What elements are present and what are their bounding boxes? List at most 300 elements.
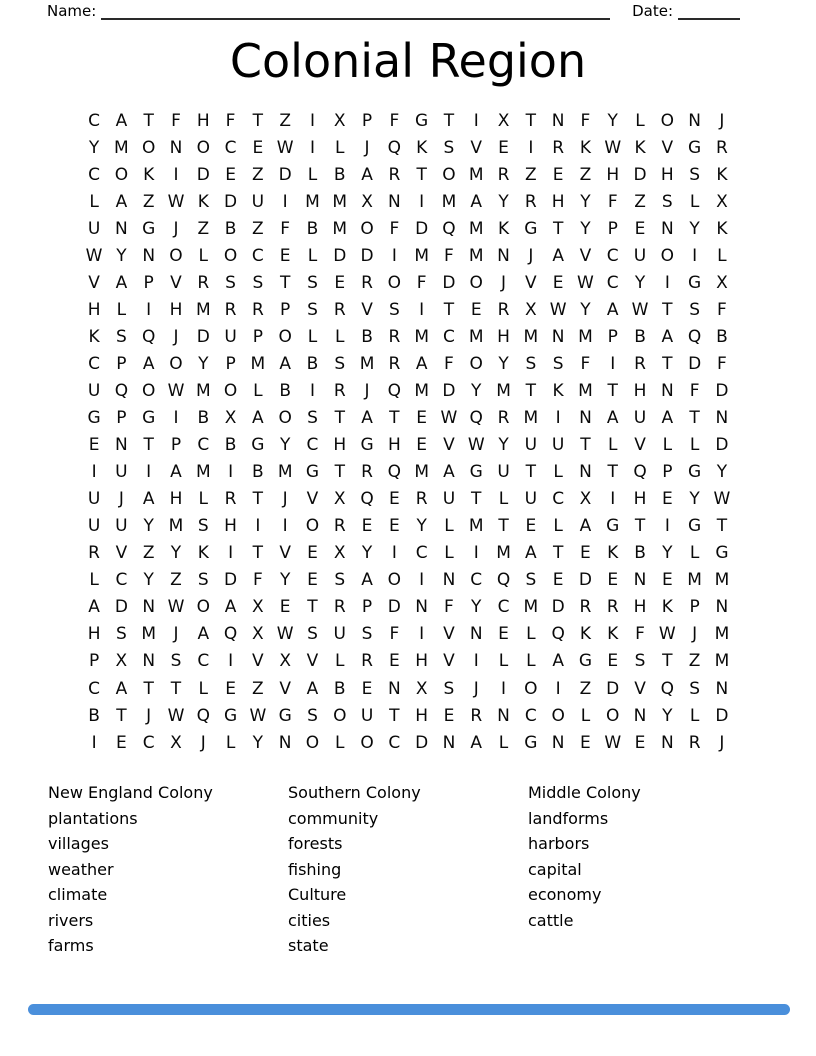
grid-letter-r1-c6: F <box>225 110 236 131</box>
grid-letter-r21-c4: S <box>170 651 182 672</box>
grid-letter-r17-c23: L <box>689 543 700 564</box>
grid-letter-r2-c21: K <box>634 137 646 158</box>
grid-letter-r24-c19: E <box>580 732 591 753</box>
grid-letter-r15-c16: L <box>498 489 509 510</box>
grid-letter-r17-c2: V <box>115 543 128 564</box>
grid-letter-r11-c11: J <box>364 380 370 401</box>
grid-letter-r23-c11: U <box>360 705 374 726</box>
grid-letter-r5-c11: O <box>360 218 374 239</box>
grid-letter-r22-c21: V <box>634 678 646 699</box>
grid-letter-r21-c23: Z <box>688 651 701 672</box>
word-lists <box>48 780 768 959</box>
grid-letter-r24-c6: L <box>225 732 236 753</box>
grid-letter-r19-c20: R <box>606 597 619 618</box>
grid-letter-r16-c3: Y <box>143 516 154 537</box>
grid-letter-r8-c10: R <box>333 299 346 320</box>
grid-letter-r17-c11: Y <box>361 543 373 564</box>
grid-letter-r23-c15: R <box>470 705 483 726</box>
grid-letter-r15-c21: H <box>633 489 647 510</box>
grid-letter-r19-c17: M <box>523 597 539 618</box>
grid-letter-r15-c5: L <box>198 489 209 510</box>
grid-letter-r19-c12: D <box>387 597 401 618</box>
grid-letter-r10-c22: T <box>662 353 673 374</box>
grid-letter-r8-c17: X <box>525 299 537 320</box>
word-list-item: economy <box>528 885 602 904</box>
grid-letter-r19-c3: N <box>142 597 156 618</box>
grid-letter-r13-c23: L <box>689 435 700 456</box>
grid-letter-r12-c7: A <box>252 408 264 429</box>
grid-letter-r23-c5: Q <box>196 705 210 726</box>
grid-letter-r7-c13: F <box>416 272 427 293</box>
grid-letter-r19-c8: E <box>279 597 291 618</box>
grid-letter-r23-c22: Y <box>662 705 673 726</box>
grid-letter-r9-c2: S <box>115 326 127 347</box>
grid-letter-r3-c10: B <box>333 164 346 185</box>
grid-letter-r7-c12: O <box>387 272 402 293</box>
grid-letter-r24-c2: E <box>116 732 127 753</box>
grid-letter-r18-c16: Q <box>496 570 511 591</box>
grid-letter-r14-c2: U <box>115 462 128 483</box>
grid-letter-r21-c5: C <box>197 651 210 672</box>
grid-letter-r1-c17: T <box>525 110 537 131</box>
grid-letter-r13-c4: P <box>170 435 182 456</box>
grid-letter-r23-c14: E <box>443 705 455 726</box>
grid-letter-r13-c17: U <box>524 435 538 456</box>
grid-letter-r16-c6: H <box>224 516 237 537</box>
grid-letter-r14-c23: G <box>688 462 702 483</box>
grid-letter-r17-c24: G <box>715 543 729 564</box>
grid-letter-r16-c16: T <box>498 516 509 537</box>
puzzle-title: Colonial Region <box>229 34 587 88</box>
grid-letter-r2-c23: G <box>688 137 702 158</box>
grid-letter-r1-c16: X <box>497 110 510 131</box>
grid-letter-r14-c17: T <box>525 462 537 483</box>
word-list-item: fishing <box>288 859 342 879</box>
grid-letter-r8-c3: I <box>146 299 152 320</box>
grid-letter-r17-c13: C <box>415 543 428 564</box>
grid-letter-r22-c10: B <box>333 678 346 699</box>
grid-letter-r5-c18: T <box>552 218 564 239</box>
word-list-column-1 <box>48 780 288 959</box>
grid-letter-r23-c20: O <box>606 705 620 726</box>
grid-letter-r20-c10: U <box>333 624 346 645</box>
grid-letter-r17-c5: K <box>197 543 209 564</box>
grid-letter-r1-c15: I <box>473 110 479 131</box>
grid-letter-r24-c17: G <box>524 732 538 753</box>
grid-letter-r20-c14: V <box>443 624 455 645</box>
grid-letter-r8-c11: V <box>361 299 373 320</box>
grid-letter-r5-c7: Z <box>252 218 264 239</box>
grid-letter-r2-c13: K <box>416 137 428 158</box>
grid-letter-r13-c8: Y <box>279 435 291 456</box>
grid-letter-r11-c24: D <box>715 380 729 401</box>
grid-letter-r24-c15: A <box>470 732 483 753</box>
grid-letter-r10-c3: A <box>142 353 155 374</box>
grid-letter-r13-c14: V <box>443 435 455 456</box>
grid-letter-r9-c19: M <box>578 326 593 347</box>
grid-letter-r16-c20: G <box>606 516 620 537</box>
grid-letter-r1-c1: C <box>88 110 101 131</box>
grid-letter-r10-c21: R <box>634 353 646 374</box>
grid-letter-r18-c13: I <box>419 570 425 591</box>
grid-letter-r12-c1: G <box>87 408 101 429</box>
grid-letter-r15-c4: H <box>169 489 183 510</box>
grid-letter-r18-c6: D <box>224 570 238 591</box>
grid-letter-r7-c18: E <box>552 272 564 293</box>
grid-letter-r19-c2: D <box>114 597 128 618</box>
grid-letter-r1-c4: F <box>171 110 181 131</box>
grid-letter-r4-c4: W <box>167 191 185 212</box>
grid-letter-r16-c19: A <box>579 516 592 537</box>
grid-letter-r5-c17: G <box>524 218 538 239</box>
grid-letter-r3-c2: O <box>114 164 129 185</box>
grid-letter-r4-c20: F <box>607 191 618 212</box>
grid-letter-r8-c2: L <box>116 299 127 320</box>
grid-letter-r5-c21: E <box>634 218 646 239</box>
name-label: Name: <box>47 2 97 20</box>
grid-letter-r15-c23: Y <box>689 489 700 510</box>
grid-letter-r10-c8: A <box>279 353 291 374</box>
grid-letter-r23-c17: C <box>524 705 537 726</box>
grid-letter-r23-c24: D <box>715 705 729 726</box>
grid-letter-r24-c8: N <box>278 732 292 753</box>
grid-letter-r24-c3: C <box>142 732 155 753</box>
grid-letter-r4-c10: M <box>332 191 348 212</box>
grid-letter-r1-c3: T <box>143 110 154 131</box>
grid-letter-r12-c10: T <box>334 408 345 429</box>
grid-letter-r15-c19: X <box>579 489 592 510</box>
grid-letter-r10-c17: S <box>525 353 537 374</box>
grid-letter-r11-c5: M <box>195 380 211 401</box>
grid-letter-r22-c8: V <box>279 678 291 699</box>
grid-letter-r20-c23: J <box>692 624 698 645</box>
grid-letter-r3-c13: T <box>416 164 427 185</box>
grid-letter-r23-c12: T <box>389 705 400 726</box>
grid-letter-r4-c24: X <box>716 191 728 212</box>
grid-letter-r2-c22: V <box>661 137 674 158</box>
grid-letter-r6-c13: M <box>414 245 429 266</box>
grid-letter-r5-c23: Y <box>689 218 700 239</box>
grid-letter-r22-c20: D <box>606 678 620 699</box>
grid-letter-r3-c15: M <box>468 164 484 185</box>
grid-letter-r14-c13: M <box>414 462 429 483</box>
grid-letter-r18-c9: E <box>307 570 318 591</box>
grid-letter-r8-c14: T <box>443 299 455 320</box>
grid-letter-r10-c6: P <box>225 353 236 374</box>
grid-letter-r2-c12: Q <box>387 137 402 158</box>
grid-letter-r11-c19: M <box>578 380 593 401</box>
grid-letter-r20-c22: W <box>658 624 676 645</box>
grid-letter-r24-c5: J <box>200 732 206 753</box>
grid-letter-r9-c13: M <box>414 326 429 347</box>
grid-letter-r15-c3: A <box>142 489 155 510</box>
grid-letter-r20-c4: J <box>173 624 179 645</box>
grid-letter-r24-c18: N <box>551 732 565 753</box>
grid-letter-r4-c18: H <box>551 191 565 212</box>
grid-letter-r9-c22: A <box>661 326 674 347</box>
grid-letter-r5-c20: P <box>607 218 618 239</box>
grid-letter-r21-c16: L <box>498 651 509 672</box>
grid-letter-r19-c4: W <box>167 597 185 618</box>
grid-letter-r3-c3: K <box>143 164 155 185</box>
grid-letter-r15-c1: U <box>87 489 101 510</box>
grid-letter-r6-c8: E <box>279 245 291 266</box>
grid-letter-r21-c13: H <box>415 651 429 672</box>
grid-letter-r7-c20: C <box>606 272 619 293</box>
grid-letter-r5-c24: K <box>716 218 728 239</box>
grid-letter-r8-c15: E <box>470 299 482 320</box>
word-list-heading: Southern Colony <box>288 783 421 802</box>
grid-letter-r20-c17: L <box>526 624 536 645</box>
grid-letter-r23-c7: W <box>249 705 267 726</box>
grid-letter-r3-c4: I <box>173 164 179 185</box>
grid-letter-r4-c3: Z <box>142 191 155 212</box>
grid-letter-r12-c16: R <box>497 408 510 429</box>
grid-letter-r20-c18: Q <box>551 624 565 645</box>
grid-letter-r19-c23: P <box>689 597 700 618</box>
grid-letter-r7-c9: S <box>307 272 318 293</box>
grid-letter-r15-c14: U <box>442 489 456 510</box>
word-list-item: plantations <box>48 808 138 828</box>
grid-letter-r8-c19: Y <box>580 299 591 320</box>
grid-letter-r15-c15: T <box>471 489 482 510</box>
grid-letter-r13-c11: G <box>360 435 374 456</box>
grid-letter-r5-c3: G <box>142 218 156 239</box>
grid-letter-r12-c11: A <box>361 408 373 429</box>
grid-letter-r21-c9: V <box>306 651 319 672</box>
grid-letter-r24-c4: X <box>170 732 182 753</box>
grid-letter-r17-c18: T <box>552 543 564 564</box>
grid-letter-r10-c23: D <box>688 353 702 374</box>
grid-letter-r24-c13: D <box>415 732 429 753</box>
grid-letter-r5-c1: U <box>87 218 101 239</box>
grid-letter-r14-c20: T <box>607 462 618 483</box>
grid-letter-r4-c6: D <box>224 191 238 212</box>
grid-letter-r24-c9: O <box>305 732 320 753</box>
grid-letter-r20-c9: S <box>307 624 318 645</box>
grid-letter-r12-c19: N <box>579 408 592 429</box>
grid-letter-r11-c15: Y <box>471 380 482 401</box>
grid-letter-r10-c4: O <box>169 353 183 374</box>
grid-letter-r6-c9: L <box>307 245 318 266</box>
grid-letter-r21-c12: E <box>388 651 400 672</box>
grid-letter-r2-c4: N <box>169 137 183 158</box>
grid-letter-r7-c6: S <box>225 272 236 293</box>
grid-letter-r3-c18: E <box>552 164 564 185</box>
date-label: Date: <box>632 2 673 20</box>
grid-letter-r6-c21: U <box>633 245 647 266</box>
grid-letter-r9-c5: D <box>196 326 210 347</box>
grid-letter-r18-c18: E <box>552 570 564 591</box>
grid-letter-r14-c21: Q <box>633 462 647 483</box>
grid-letter-r20-c20: K <box>607 624 619 645</box>
grid-letter-r20-c3: M <box>141 624 157 645</box>
word-list-item: forests <box>288 834 343 853</box>
grid-letter-r8-c9: S <box>307 299 318 320</box>
grid-letter-r21-c11: R <box>361 651 373 672</box>
grid-letter-r5-c6: B <box>224 218 237 239</box>
grid-letter-r1-c22: O <box>660 110 675 131</box>
grid-letter-r5-c16: K <box>497 218 510 239</box>
grid-letter-r20-c13: I <box>419 624 425 645</box>
grid-letter-r23-c2: T <box>116 705 127 726</box>
grid-letter-r17-c20: K <box>607 543 619 564</box>
grid-letter-r14-c6: I <box>228 462 234 483</box>
grid-letter-r4-c16: Y <box>498 191 509 212</box>
grid-letter-r11-c12: Q <box>387 380 402 401</box>
word-list-item: farms <box>48 936 94 955</box>
grid-letter-r6-c19: V <box>579 245 592 266</box>
grid-letter-r17-c7: T <box>252 543 264 564</box>
grid-letter-r16-c11: E <box>361 516 373 537</box>
grid-letter-r20-c7: X <box>252 624 264 645</box>
grid-letter-r13-c15: W <box>467 435 485 456</box>
grid-letter-r3-c5: D <box>196 164 210 185</box>
grid-letter-r6-c5: L <box>198 245 209 266</box>
grid-letter-r14-c1: I <box>91 462 97 483</box>
grid-letter-r18-c14: N <box>442 570 456 591</box>
grid-letter-r3-c11: A <box>361 164 373 185</box>
grid-letter-r18-c19: D <box>578 570 592 591</box>
grid-letter-r12-c8: O <box>278 408 292 429</box>
grid-letter-r8-c6: R <box>224 299 237 320</box>
grid-letter-r14-c24: Y <box>716 462 728 483</box>
word-list-item: cities <box>288 910 331 930</box>
grid-letter-r11-c6: O <box>223 380 238 401</box>
grid-letter-r14-c12: Q <box>387 462 402 483</box>
word-list-column-3 <box>528 780 768 959</box>
grid-letter-r4-c5: K <box>197 191 209 212</box>
grid-letter-r7-c11: R <box>361 272 373 293</box>
grid-letter-r9-c11: B <box>361 326 373 347</box>
grid-letter-r9-c9: L <box>307 326 318 347</box>
grid-letter-r17-c12: I <box>391 543 397 564</box>
grid-letter-r4-c13: I <box>419 191 425 212</box>
word-list-item: weather <box>48 859 114 879</box>
grid-letter-r12-c23: T <box>689 408 700 429</box>
grid-letter-r18-c4: Z <box>170 570 182 591</box>
grid-letter-r2-c11: J <box>364 137 370 158</box>
grid-letter-r1-c2: A <box>115 110 128 131</box>
grid-letter-r8-c7: R <box>251 299 264 320</box>
grid-letter-r11-c1: U <box>87 380 101 401</box>
grid-letter-r9-c21: B <box>634 326 646 347</box>
grid-letter-r3-c1: C <box>88 164 101 185</box>
grid-letter-r18-c20: E <box>607 570 619 591</box>
grid-letter-r12-c24: N <box>715 408 729 429</box>
grid-letter-r24-c24: J <box>719 732 725 753</box>
grid-letter-r8-c20: A <box>606 299 619 320</box>
grid-letter-r14-c22: P <box>662 462 673 483</box>
grid-letter-r8-c8: P <box>280 299 291 320</box>
grid-letter-r16-c23: G <box>688 516 702 537</box>
grid-letter-r20-c11: S <box>361 624 373 645</box>
grid-letter-r15-c2: J <box>118 489 124 510</box>
grid-letter-r9-c7: P <box>252 326 263 347</box>
grid-letter-r7-c10: E <box>334 272 346 293</box>
grid-letter-r17-c14: L <box>444 543 454 564</box>
grid-letter-r10-c19: F <box>580 353 591 374</box>
grid-letter-r4-c14: M <box>441 191 457 212</box>
grid-letter-r10-c9: B <box>306 353 319 374</box>
footer-accent-bar <box>28 1004 790 1015</box>
grid-letter-r12-c13: E <box>416 408 428 429</box>
grid-letter-r21-c21: S <box>634 651 646 672</box>
grid-letter-r7-c14: D <box>442 272 456 293</box>
grid-letter-r5-c12: F <box>389 218 400 239</box>
name-blank-line[interactable] <box>101 3 610 20</box>
grid-letter-r6-c16: N <box>497 245 510 266</box>
grid-letter-r10-c20: I <box>610 353 616 374</box>
grid-letter-r8-c23: S <box>689 299 701 320</box>
grid-letter-r2-c24: R <box>716 137 728 158</box>
grid-letter-r16-c1: U <box>87 516 101 537</box>
grid-letter-r2-c19: K <box>579 137 591 158</box>
grid-letter-r7-c17: V <box>525 272 537 293</box>
grid-letter-r11-c8: B <box>279 380 291 401</box>
grid-letter-r18-c17: S <box>525 570 537 591</box>
grid-letter-r24-c14: N <box>442 732 456 753</box>
grid-letter-r22-c24: N <box>715 678 729 699</box>
grid-letter-r11-c10: R <box>333 380 346 401</box>
grid-letter-r13-c16: Y <box>498 435 509 456</box>
grid-letter-r13-c5: C <box>197 435 210 456</box>
grid-letter-r8-c5: M <box>195 299 211 320</box>
grid-letter-r10-c7: M <box>250 353 266 374</box>
grid-letter-r20-c21: F <box>635 624 645 645</box>
grid-letter-r17-c21: B <box>634 543 646 564</box>
grid-letter-r12-c12: T <box>389 408 400 429</box>
grid-letter-r5-c5: Z <box>197 218 210 239</box>
grid-letter-r19-c10: R <box>333 597 346 618</box>
grid-letter-r16-c5: S <box>197 516 209 537</box>
grid-letter-r19-c14: F <box>444 597 454 618</box>
grid-letter-r2-c9: I <box>309 137 315 158</box>
grid-letter-r11-c4: W <box>167 380 185 401</box>
grid-letter-r22-c13: X <box>415 678 428 699</box>
grid-letter-r10-c16: Y <box>498 353 509 374</box>
grid-letter-r3-c12: R <box>388 164 401 185</box>
grid-letter-r18-c7: F <box>252 570 263 591</box>
grid-letter-r17-c9: E <box>307 543 318 564</box>
grid-letter-r15-c7: T <box>252 489 264 510</box>
grid-letter-r13-c6: B <box>224 435 237 456</box>
grid-letter-r9-c24: B <box>716 326 728 347</box>
grid-letter-r7-c22: I <box>664 272 670 293</box>
grid-letter-r21-c20: E <box>607 651 619 672</box>
grid-letter-r6-c23: I <box>692 245 698 266</box>
grid-letter-r3-c17: Z <box>525 164 537 185</box>
grid-letter-r18-c2: C <box>115 570 128 591</box>
grid-letter-r23-c3: J <box>146 705 152 726</box>
grid-letter-r17-c10: X <box>333 543 346 564</box>
grid-letter-r4-c21: Z <box>634 191 646 212</box>
grid-letter-r22-c6: E <box>225 678 236 699</box>
grid-letter-r17-c17: A <box>525 543 537 564</box>
grid-letter-r22-c5: L <box>198 678 209 699</box>
grid-letter-r20-c16: E <box>498 624 509 645</box>
grid-letter-r16-c14: L <box>444 516 454 537</box>
grid-letter-r2-c18: R <box>552 137 565 158</box>
date-blank-line[interactable] <box>678 3 740 20</box>
grid-letter-r18-c3: Y <box>143 570 154 591</box>
grid-letter-r5-c2: N <box>115 218 128 239</box>
word-list-heading: Middle Colony <box>528 783 641 802</box>
grid-letter-r18-c12: O <box>387 570 402 591</box>
grid-letter-r17-c6: I <box>228 543 234 564</box>
grid-letter-r7-c2: A <box>115 272 128 293</box>
grid-letter-r20-c12: F <box>389 624 400 645</box>
